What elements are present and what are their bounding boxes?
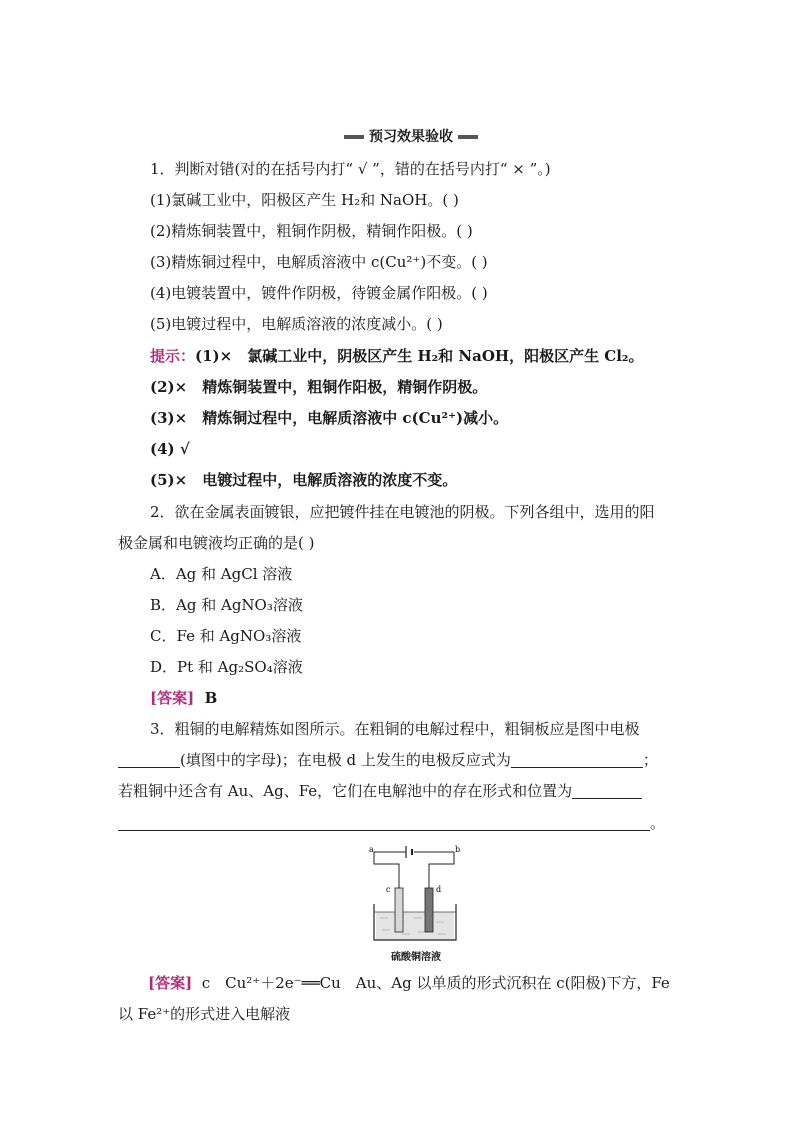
q2-stem-2: 极金属和电镀液均正确的是( ) — [118, 534, 315, 552]
electrode-c — [395, 888, 403, 932]
answer-label-3: [答案] — [148, 974, 193, 992]
q1-tip-1: (1)× 氯碱工业中，阴极区产生 H₂和 NaOH，阳极区产生 Cl₂。 — [195, 347, 644, 365]
q3-answer-row — [148, 972, 670, 994]
q2-stem-1: 2．欲在金属表面镀银，应把镀件挂在电镀池的阴极。下列各组中，选用的阳 — [150, 503, 655, 521]
section-title: 预习效果验收 — [364, 128, 458, 146]
q1-item-5: (5)电镀过程中，电解质溶液的浓度减小。( ) — [150, 315, 443, 333]
q1-tip-3: (3)× 精炼铜过程中，电解质溶液中 c(Cu²⁺)减小。 — [150, 409, 509, 427]
q1-stem: 1．判断对错(对的在括号内打“ √ ”，错的在括号内打“ × ”。) — [150, 160, 551, 178]
q2-option-a: A．Ag 和 AgCl 溶液 — [150, 565, 293, 583]
q3-stem-2a: (填图中的字母)；在电极 d 上发生的电极反应式为 — [180, 751, 511, 769]
label-a: a — [369, 845, 374, 854]
q3-answer-1: c Cu²⁺＋2e⁻══Cu Au、Ag 以单质的形式沉积在 c(阳极)下方，Fe — [201, 974, 670, 992]
figure-caption: 硫酸铜溶液 — [391, 952, 441, 963]
q2-option-c: C．Fe 和 AgNO₃溶液 — [150, 627, 302, 645]
q1-tip-4: (4) √ — [150, 440, 190, 458]
answer-label: [答案] — [150, 689, 195, 707]
q3-stem-3-row — [118, 780, 642, 802]
q1-tip-1-row — [150, 345, 644, 367]
answer-blank-2[interactable] — [511, 751, 643, 768]
section-header — [344, 128, 478, 146]
q3-stem-2-row — [118, 749, 658, 771]
label-c: c — [386, 885, 391, 894]
q1-item-3: (3)精炼铜过程中，电解质溶液中 c(Cu²⁺)不变。( ) — [150, 253, 488, 271]
electrode-d — [425, 888, 433, 932]
q1-item-2: (2)精炼铜装置中，粗铜作阴极，精铜作阳极。( ) — [150, 222, 473, 240]
answer-blank-4[interactable] — [118, 814, 650, 831]
electrolysis-figure — [366, 842, 466, 964]
solution — [376, 912, 454, 940]
q1-tip-5: (5)× 电镀过程中，电解质溶液的浓度不变。 — [150, 471, 458, 489]
q1-item-1: (1)氯碱工业中，阳极区产生 H₂和 NaOH。( ) — [150, 191, 459, 209]
q3-stem-2b: ； — [642, 751, 658, 769]
label-d: d — [436, 885, 442, 894]
q2-option-b: B．Ag 和 AgNO₃溶液 — [150, 596, 303, 614]
label-b: b — [455, 845, 461, 854]
q3-answer-2: 以 Fe²⁺的形式进入电解液 — [118, 1005, 291, 1023]
q1-item-4: (4)电镀装置中，镀件作阴极，待镀金属作阳极。( ) — [150, 284, 488, 302]
q2-answer: B — [204, 689, 218, 707]
q2-answer-row — [150, 687, 217, 709]
q3-stem-4-end: 。 — [650, 814, 666, 832]
answer-blank-3[interactable] — [572, 782, 642, 799]
answer-blank-1[interactable] — [118, 751, 180, 768]
q1-tip-2: (2)× 精炼铜装置中，粗铜作阳极，精铜作阴极。 — [150, 378, 488, 396]
q2-option-d: D．Pt 和 Ag₂SO₄溶液 — [150, 658, 303, 676]
electrolysis-diagram — [366, 842, 466, 948]
tip-label: 提示： — [150, 347, 196, 365]
q3-stem-1: 3．粗铜的电解精炼如图所示。在粗铜的电解过程中，粗铜板应是图中电极 — [150, 720, 640, 738]
q3-stem-3: 若粗铜中还含有 Au、Ag、Fe，它们在电解池中的存在形式和位置为 — [118, 782, 573, 800]
q3-stem-4-row — [118, 812, 665, 834]
